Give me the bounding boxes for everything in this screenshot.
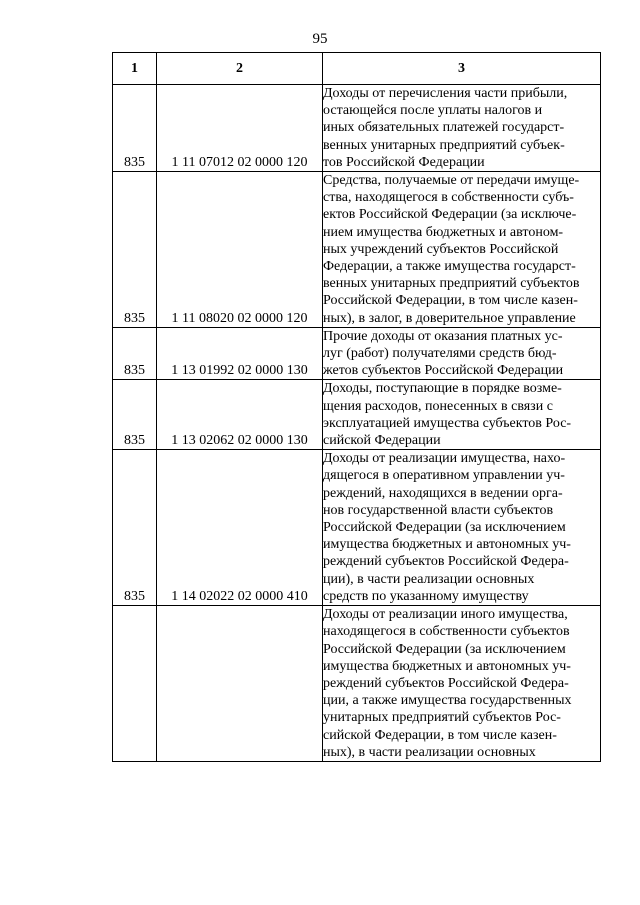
description-line: находящегося в собственности субъектов xyxy=(323,624,570,640)
description-line: ных учреждений субъектов Российской xyxy=(323,241,559,257)
description-line: Доходы от реализации имущества, нахо- xyxy=(323,451,566,467)
row-number-cell: 835 xyxy=(113,327,157,380)
budget-code-cell: 1 11 07012 02 0000 120 xyxy=(157,85,323,172)
table-row xyxy=(113,172,601,328)
page-number: 95 xyxy=(312,31,328,47)
table-header-row xyxy=(113,53,601,85)
description-line: остающейся после уплаты налогов и xyxy=(323,103,543,119)
column-header-3: 3 xyxy=(323,53,601,85)
description-line: Федерации, а также имущества государст- xyxy=(323,259,576,275)
table-row xyxy=(113,380,601,450)
description-line: Доходы от реализации иного имущества, xyxy=(323,607,568,623)
description-line: ных), в залог, в доверительное управление xyxy=(323,310,576,326)
row-number-cell xyxy=(113,606,157,762)
description-line: ции), в части реализации основных xyxy=(323,571,535,587)
revenue-table xyxy=(112,52,601,762)
description-line: венных унитарных предприятий субъектов xyxy=(323,276,580,292)
description-line: имущества бюджетных и автономных уч- xyxy=(323,537,571,553)
budget-code-cell: 1 13 02062 02 0000 130 xyxy=(157,380,323,450)
budget-code-cell xyxy=(157,606,323,762)
description-cell xyxy=(323,327,601,380)
description-line: реждений субъектов Российской Федера- xyxy=(323,554,569,570)
budget-code-cell: 1 13 01992 02 0000 130 xyxy=(157,327,323,380)
description-cell xyxy=(323,85,601,172)
budget-code-cell: 1 11 08020 02 0000 120 xyxy=(157,172,323,328)
row-number-cell: 835 xyxy=(113,450,157,606)
description-line: дящегося в оперативном управлении уч- xyxy=(323,468,565,484)
table-row xyxy=(113,85,601,172)
description-line: тов Российской Федерации xyxy=(323,154,485,170)
description-line: ных), в части реализации основных xyxy=(323,744,536,760)
description-line: имущества бюджетных и автономных уч- xyxy=(323,658,571,674)
table-row xyxy=(113,450,601,606)
row-number-cell: 835 xyxy=(113,380,157,450)
description-line: Доходы от перечисления части прибыли, xyxy=(323,86,568,101)
description-line: средств по указанному имуществу xyxy=(323,588,529,604)
description-line: реждений субъектов Российской Федера- xyxy=(323,675,569,691)
budget-code-cell: 1 14 02022 02 0000 410 xyxy=(157,450,323,606)
description-line: унитарных предприятий субъектов Рос- xyxy=(323,710,561,726)
row-number-cell: 835 xyxy=(113,172,157,328)
description-line: ции, а также имущества государственных xyxy=(323,693,572,709)
description-line: реждений, находящихся в ведении орга- xyxy=(323,485,563,501)
description-line: нов государственной власти субъектов xyxy=(323,502,554,518)
description-line: венных унитарных предприятий субъек- xyxy=(323,137,565,153)
column-header-2: 2 xyxy=(157,53,323,85)
description-line: сийской Федерации xyxy=(323,433,441,449)
description-cell xyxy=(323,172,601,328)
description-line: Прочие доходы от оказания платных ус- xyxy=(323,328,563,344)
description-cell xyxy=(323,450,601,606)
description-line: нием имущества бюджетных и автоном- xyxy=(323,224,564,240)
description-line: иных обязательных платежей государст- xyxy=(323,120,565,136)
table-row xyxy=(113,606,601,762)
description-line: эксплуатацией имущества субъектов Рос- xyxy=(323,415,572,431)
description-line: ектов Российской Федерации (за исключе- xyxy=(323,207,577,223)
description-line: Доходы, поступающие в порядке возме- xyxy=(323,381,562,397)
description-cell xyxy=(323,606,601,762)
description-line: Средства, получаемые от передачи имуще- xyxy=(323,173,580,189)
description-cell xyxy=(323,380,601,450)
description-line: Российской Федерации, в том числе казен- xyxy=(323,293,578,309)
description-line: луг (работ) получателями средств бюд- xyxy=(323,346,557,362)
description-line: ства, находящегося в собственности субъ- xyxy=(323,190,574,206)
description-line: Российской Федерации (за исключением xyxy=(323,520,566,536)
description-line: щения расходов, понесенных в связи с xyxy=(323,398,553,414)
description-line: жетов субъектов Российской Федерации xyxy=(323,363,564,379)
column-header-1: 1 xyxy=(113,53,157,85)
table-row xyxy=(113,327,601,380)
description-line: сийской Федерации, в том числе казен- xyxy=(323,727,557,743)
row-number-cell: 835 xyxy=(113,85,157,172)
description-line: Российской Федерации (за исключением xyxy=(323,641,566,657)
